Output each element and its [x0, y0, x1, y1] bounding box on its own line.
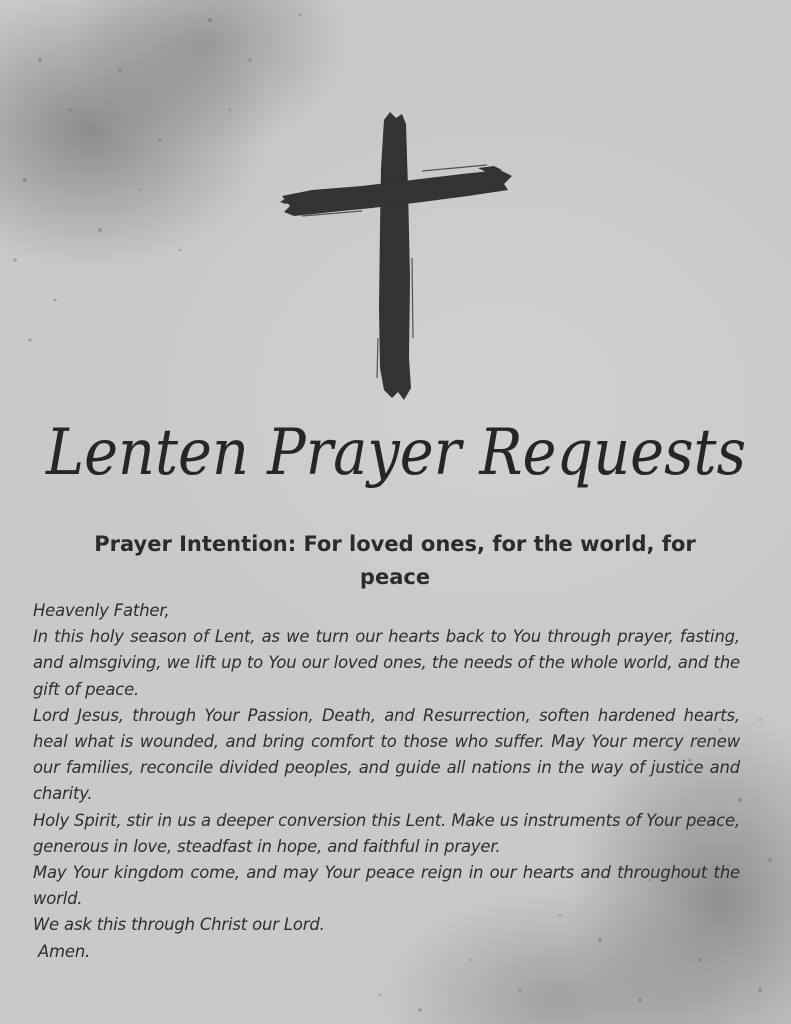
prayer-paragraph: In this holy season of Lent, as we turn our hearts back to You through prayer, fasting, and almsgiving, we lift up to You our loved ones, the needs of the whole world, and the gift of peace. [33, 627, 740, 699]
prayer-closing: We ask this through Christ our Lord. [33, 915, 325, 935]
prayer-paragraph: May Your kingdom come, and may Your peace reign in our hearts and throughout the world. [33, 863, 740, 909]
prayer-intention: Prayer Intention: For loved ones, for the world, for peace [94, 532, 696, 589]
prayer-paragraph: Lord Jesus, through Your Passion, Death, and Resurrection, soften hardened hearts, heal what is wounded, and bring comfort to those who suffer. May Your mercy renew our families, reconcile divided peoples, and guide all nations in the way of justice and charity. [33, 705, 740, 804]
brush-stroke-cross-icon [272, 108, 518, 404]
page-title-text: Lenten Prayer Requests [45, 416, 747, 490]
prayer-amen: Amen. [38, 941, 91, 961]
page-title [0, 402, 791, 512]
prayer-body [33, 598, 740, 965]
prayer-paragraph: Holy Spirit, stir in us a deeper conversion this Lent. Make us instruments of Your peace, generous in love, steadfast in hope, and faithful in prayer. [33, 810, 740, 856]
prayer-salutation: Heavenly Father, [33, 601, 170, 620]
